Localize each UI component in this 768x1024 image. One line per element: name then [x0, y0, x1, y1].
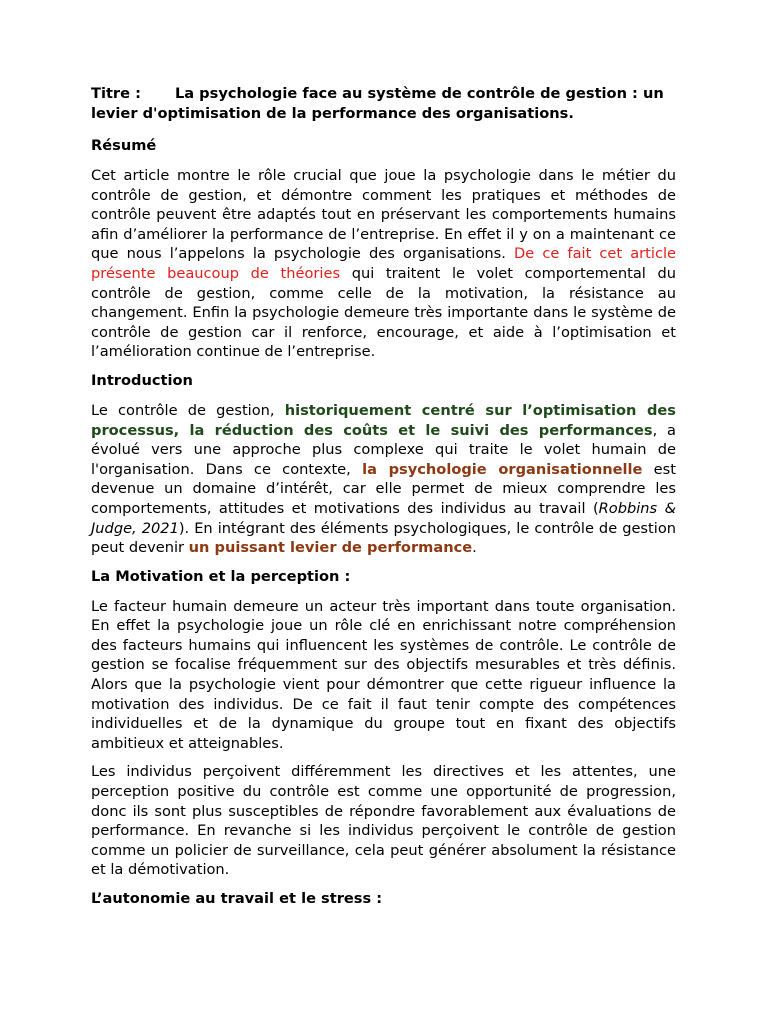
intro-text-3: est devenue un domaine d’intérêt, car elle permet de mieux comprendre les comportements, attitudes et motivations des individus au travail (	[91, 460, 676, 517]
intro-text-2: , a évolué vers une approche plus complexe qui traite le volet humain de l'organisation. Dans ce contexte,	[91, 421, 676, 478]
document-page	[91, 84, 676, 919]
autonomie-heading: L’autonomie au travail et le stress :	[91, 890, 383, 907]
title-text: La psychologie face au système de contrôle de gestion : un levier d'optimisation de la performance des organisations.	[91, 85, 664, 122]
intro-highlight-brown-2: un puissant levier de performance	[188, 539, 473, 557]
resume-heading: Résumé	[91, 137, 157, 154]
intro-citation: Robbins & Judge, 2021	[91, 499, 676, 537]
motivation-paragraph-2: Les individus perçoivent différemment les directives et les attentes, une perception positive du contrôle est comme une opportunité de progression, donc ils sont plus susceptibles de répondre favorablement aux évaluations de performance. En revanche si les individus perçoivent le contrôle de gestion comme un policier de surveillance, cela peut générer absolument la résistance et la démotivation.	[91, 763, 676, 879]
resume-paragraph	[91, 166, 676, 362]
introduction-paragraph	[91, 401, 676, 558]
intro-highlight-brown-1: la psychologie organisationnelle	[362, 460, 643, 478]
intro-text-5: .	[472, 539, 477, 557]
resume-highlight: De ce fait cet article présente beaucoup de théories	[91, 245, 676, 282]
resume-text-1: Cet article montre le rôle crucial que joue la psychologie dans le métier du contrôle de gestion, et démontre comment les pratiques et méthodes de contrôle peuvent être adaptés tout en préservant les comportements humains afin d’améliorer la performance de l’entreprise. En effet il y on a maintenant ce que nous l’appelons la psychologie des organisations.	[91, 167, 676, 263]
intro-text-4: ). En intégrant des éléments psychologiques, le contrôle de gestion peut devenir	[91, 519, 676, 557]
introduction-heading: Introduction	[91, 371, 193, 389]
motivation-heading: La Motivation et la perception :	[91, 567, 351, 585]
resume-text-2: qui traitent le volet comportemental du contrôle de gestion, comme celle de la motivation, la résistance au changement. Enfin la psychologie demeure très importante dans le système de contrôle de gestion car il renforce, encourage, et aide à l’optimisation et l’amélioration continue de l’entreprise.	[91, 264, 676, 361]
title-label: Titre :	[91, 85, 141, 102]
document-title	[91, 84, 676, 124]
intro-highlight-green: historiquement centré sur l’optimisation des processus, la réduction des coûts et le suivi des performances	[91, 401, 676, 439]
motivation-paragraph-1: Le facteur humain demeure un acteur très important dans toute organisation. En effet la psychologie joue un rôle clé en enrichissant notre compréhension des facteurs humains qui influencent les systèmes de contrôle. Le contrôle de gestion se focalise fréquemment sur des objectifs mesurables et très définis. Alors que la psychologie vient pour démontrer que cette rigueur influence la motivation des individus. De ce fait il faut tenir compte des compétences individuelles et de la dynamique du groupe tout en fixant des objectifs ambitieux et atteignables.	[91, 597, 676, 752]
intro-text-1: Le contrôle de gestion,	[91, 401, 285, 419]
